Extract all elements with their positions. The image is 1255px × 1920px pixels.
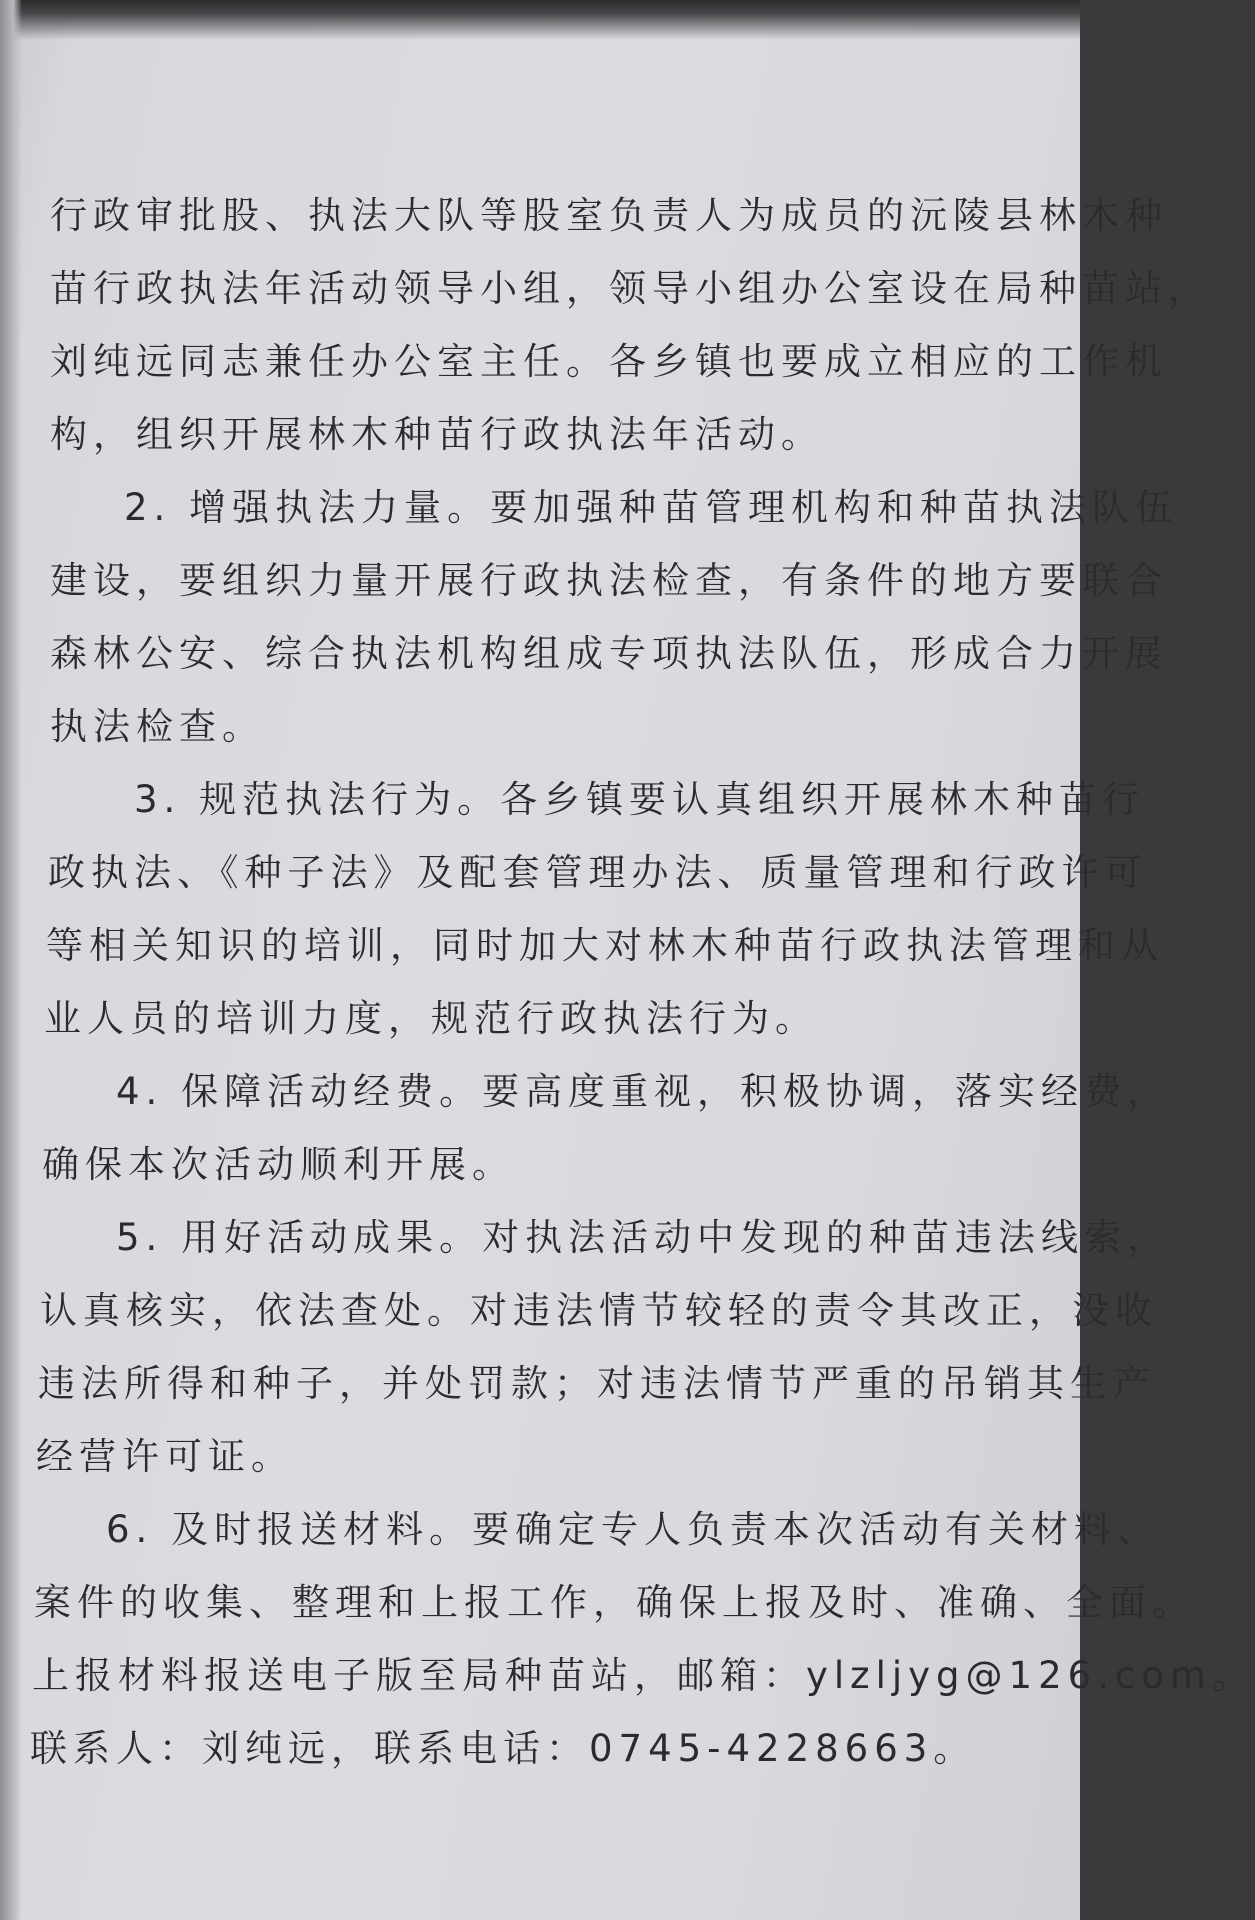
text-line: 案件的收集、整理和上报工作，确保上报及时、准确、全面。 (34, 1581, 1195, 1624)
text-line: 联系人：刘纯远，联系电话：0745-4228663。 (30, 1727, 977, 1770)
text-line: 建设，要组织力量开展行政执法检查，有条件的地方要联合 (50, 559, 1168, 602)
text-line: 5. 用好活动成果。对执法活动中发现的种苗违法线索， (116, 1216, 1171, 1259)
text-line: 苗行政执法年活动领导小组，领导小组办公室设在局种苗站， (50, 267, 1211, 310)
text-line: 违法所得和种子，并处罚款；对违法情节严重的吊销其生产 (38, 1362, 1156, 1405)
page-left-edge (0, 0, 22, 1920)
text-line: 行政审批股、执法大队等股室负责人为成员的沅陵县林木种 (50, 194, 1168, 237)
text-line: 确保本次活动顺利开展。 (42, 1143, 515, 1186)
text-line: 6. 及时报送材料。要确定专人负责本次活动有关材料、 (106, 1508, 1161, 1551)
text-line: 业人员的培训力度，规范行政执法行为。 (44, 997, 818, 1040)
text-line: 政执法、《种子法》及配套管理办法、质量管理和行政许可 (48, 851, 1148, 894)
text-line: 经营许可证。 (36, 1435, 294, 1478)
text-line: 3. 规范执法行为。各乡镇要认真组织开展林木种苗行 (134, 778, 1146, 821)
top-shadow (0, 0, 1080, 40)
text-line: 构，组织开展林木种苗行政执法年活动。 (50, 413, 824, 456)
text-line: 执法检查。 (50, 705, 265, 748)
text-line: 4. 保障活动经费。要高度重视，积极协调，落实经费， (116, 1070, 1171, 1113)
text-line: 刘纯远同志兼任办公室主任。各乡镇也要成立相应的工作机 (50, 340, 1168, 383)
text-line: 上报材料报送电子版至局种苗站，邮箱：ylzljyg@126.com。 (32, 1654, 1255, 1697)
text-line: 森林公安、综合执法机构组成专项执法队伍，形成合力开展 (50, 632, 1168, 675)
text-line: 2. 增强执法力量。要加强种苗管理机构和种苗执法队伍 (124, 486, 1179, 529)
text-line: 认真核实，依法查处。对违法情节较轻的责令其改正，没收 (40, 1289, 1158, 1332)
text-line: 等相关知识的培训，同时加大对林木种苗行政执法管理和从 (46, 924, 1164, 967)
